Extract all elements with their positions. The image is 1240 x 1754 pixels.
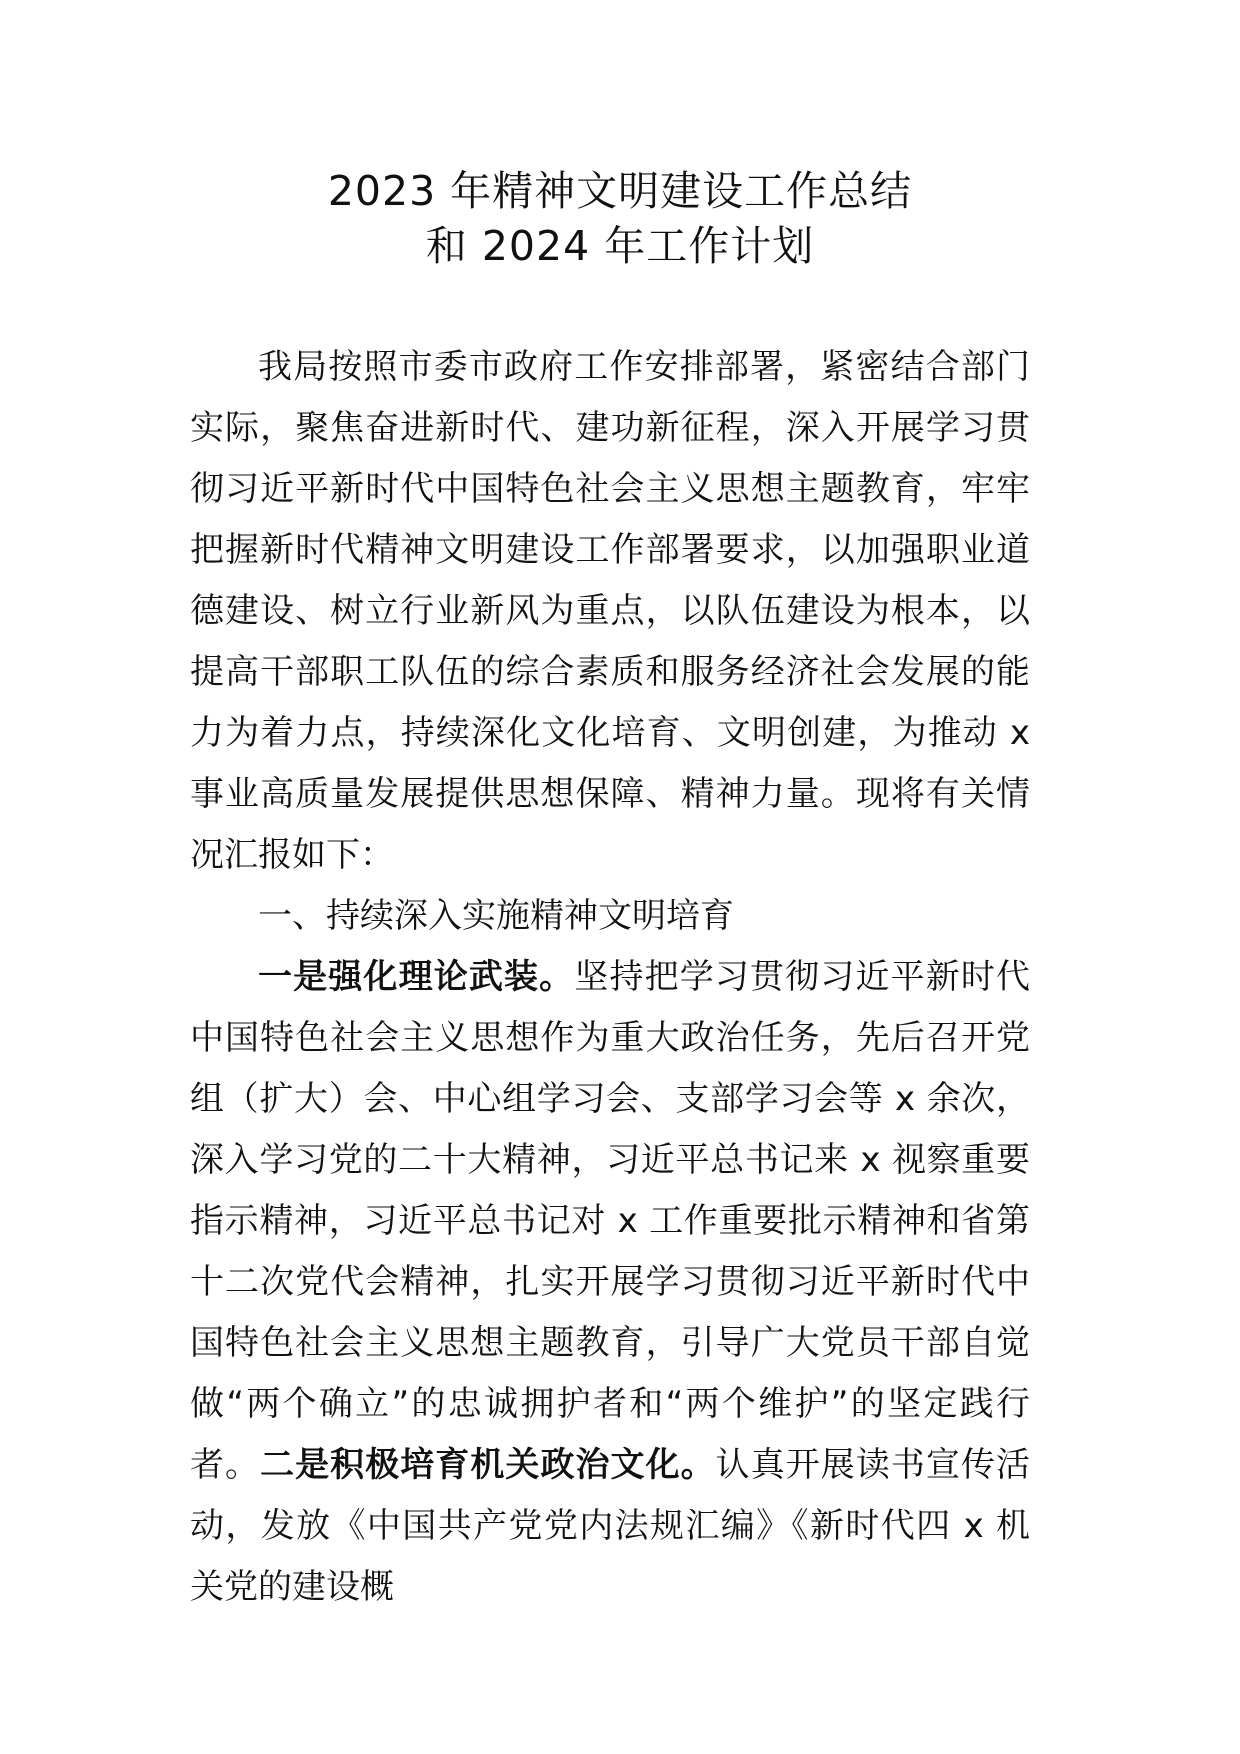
item1-text: 坚持把学习贯彻习近平新时代中国特色社会主义思想作为重大政治任务，先后召开党组（扩大）会、中心组学习会、支部学习会等 x 余次，深入学习党的二十大精神，习近平总书记来 x 视察重要指示精神，习近平总书记对 x 工作重要批示精神和省第十二次党代会精神，扎实开展学习贯彻习近平新时代中国特色社会主义思想主题教育，引导广大党员干部自觉做“两个确立”的忠诚拥护者和“两个维护”的坚定践行者。 [190,957,1031,1485]
document-title-line-1: 2023 年精神文明建设工作总结 [327,167,913,215]
document-body [190,337,1030,1618]
intro-paragraph: 我局按照市委市政府工作安排部署，紧密结合部门实际，聚焦奋进新时代、建功新征程，深入开展学习贯彻习近平新时代中国特色社会主义思想主题教育，牢牢把握新时代精神文明建设工作部署要求，以加强职业道德建设、树立行业新风为重点，以队伍建设为根本，以提高干部职工队伍的综合素质和服务经济社会发展的能力为着力点，持续深化文化培育、文明创建，为推动 x 事业高质量发展提供思想保障、精神力量。现将有关情况汇报如下： [190,347,1030,875]
item2-heading: 二是积极培育机关政治文化。 [260,1445,716,1485]
document-title-line-2: 和 2024 年工作计划 [425,222,815,270]
section-heading: 一、持续深入实施精神文明培育 [258,896,734,936]
item2-text: 认真开展读书宣传活动，发放《中国共产党党内法规汇编》《新时代四 x 机关党的建设概 [190,1445,1031,1607]
item-paragraph [190,947,1030,1618]
item1-heading: 一是强化理论武装。 [258,957,575,997]
